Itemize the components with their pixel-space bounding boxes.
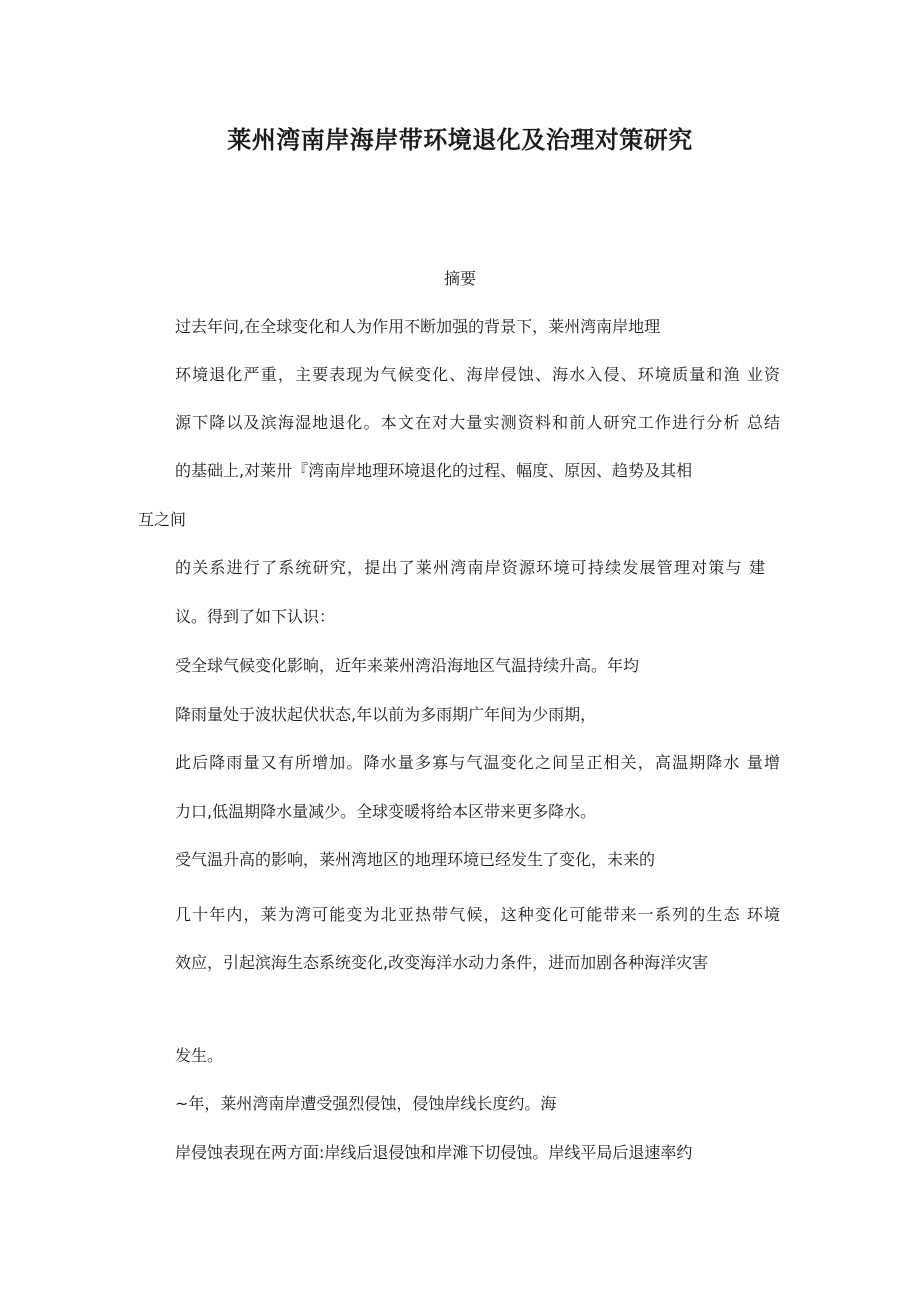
body-line: 议。得到了如下认识： xyxy=(175,607,336,626)
body-line: 受全球气候变化影晌，近年来莱州湾沿海地区气温持续升高。年均 xyxy=(175,656,640,675)
body-line: 岸侵蚀表现在两方面:岸线后退侵蚀和岸滩下切侵蚀。岸线平局后退速率约 xyxy=(175,1143,693,1162)
abstract-heading: 摘要 xyxy=(443,269,476,288)
body-line: 环境退化严重，主要表现为气候变化、海岸侵蚀、海水入侵、环境质量和渔 业资 xyxy=(175,365,780,384)
body-line: 互之间 xyxy=(138,510,187,529)
body-line: 力口,低温期降水量减少。全球变暖将给本区带来更多降水。 xyxy=(175,802,597,821)
body-line: 发生。 xyxy=(175,1046,224,1065)
body-line: 此后降雨量又有所增加。降水量多寡与气温变化之间呈正相关，高温期降水 量增 xyxy=(175,753,780,772)
body-line: 效应，引起滨海生态系统变化,改变海洋水动力条件，进而加剧各种海洋灾害 xyxy=(175,953,709,972)
body-line: 降雨量处于波状起伏状态,年以前为多雨期广年间为少雨期， xyxy=(175,705,597,724)
body-line: 受气温升高的影响，莱州湾地区的地理环境已经发生了变化，未来的 xyxy=(175,850,656,869)
body-line: 几十年内，莱为湾可能变为北亚热带气候，这种变化可能带来一系列的生态 环境 xyxy=(175,905,780,924)
body-line: 的基础上,对莱卅『湾南岸地理环境退化的过程、幅度、原因、趋势及其相 xyxy=(175,461,693,480)
document-title: 莱州湾南岸海岸带环境退化及治理对策研究 xyxy=(227,126,693,154)
body-line: 的关系进行了系统研究，提出了莱州湾南岸资源环境可持续发展管理对策与 建 xyxy=(175,558,765,577)
body-line: ~年，莱州湾南岸遭受强烈侵蚀，侵蚀岸线长度约。海 xyxy=(175,1094,557,1113)
body-line: 过去年问,在全球变化和人为作用不断加强的背景下，莱州湾南岸地理 xyxy=(175,317,661,336)
body-line: 源下降以及滨海湿地退化。本文在对大量实测资料和前人研究工作进行分析 总结 xyxy=(175,413,780,432)
